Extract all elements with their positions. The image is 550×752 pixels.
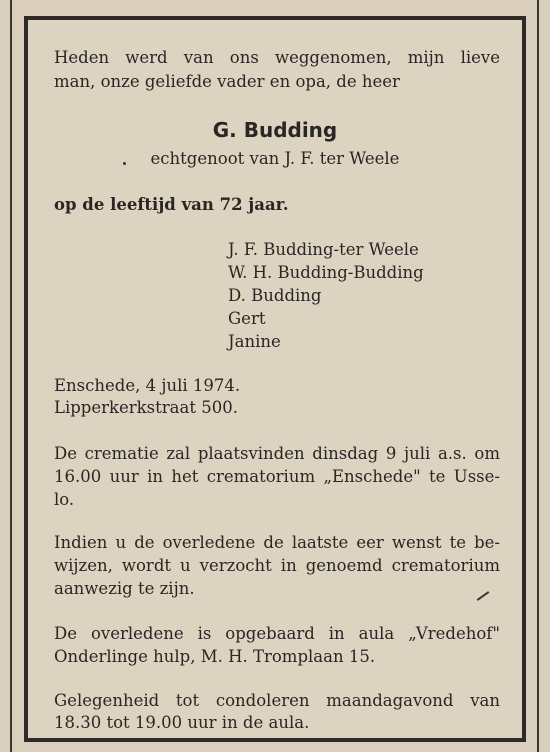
family-member: D. Budding [228, 286, 322, 305]
deceased-name: G. Budding [212, 118, 338, 142]
page-column-rule-right [537, 0, 539, 752]
address: Lipperkerkstraat 500. [54, 398, 238, 417]
spouse-line: echtgenoot van J. F. ter Weele [150, 149, 400, 168]
family-member: Janine [228, 332, 281, 351]
condolence-line-1: Gelegenheid tot condoleren maandagavond van [54, 691, 500, 710]
cremation-line-3: lo. [54, 490, 75, 509]
intro-line-1: Heden werd van ons weggenomen, mijn lieve [54, 48, 500, 67]
laid-out-line-1: De overledene is opgebaard in aula „Vredehof" [54, 624, 500, 643]
family-member: W. H. Budding-Budding [228, 263, 424, 282]
cremation-line-1: De crematie zal plaatsvinden dinsdag 9 juli a.s. om [54, 444, 500, 463]
death-notice [24, 16, 526, 742]
cremation-line-2: 16.00 uur in het crematorium „Enschede" te Usse- [54, 467, 500, 486]
honor-line-3: aanwezig te zijn. [54, 579, 195, 598]
intro-line-2: man, onze geliefde vader en opa, de heer [54, 72, 400, 91]
honor-line-1: Indien u de overledene de laatste eer wenst te be- [54, 533, 500, 552]
honor-line-2: wijzen, wordt u verzocht in genoemd crematorium [54, 556, 500, 575]
laid-out-line-2: Onderlinge hulp, M. H. Tromplaan 15. [54, 647, 376, 666]
page-column-rule-left [10, 0, 12, 752]
condolence-line-2: 18.30 tot 19.00 uur in de aula. [54, 713, 310, 732]
age-line: op de leeftijd van 72 jaar. [54, 195, 289, 214]
place-date: Enschede, 4 juli 1974. [54, 376, 241, 395]
family-member: J. F. Budding-ter Weele [228, 240, 419, 259]
family-member: Gert [228, 309, 266, 328]
